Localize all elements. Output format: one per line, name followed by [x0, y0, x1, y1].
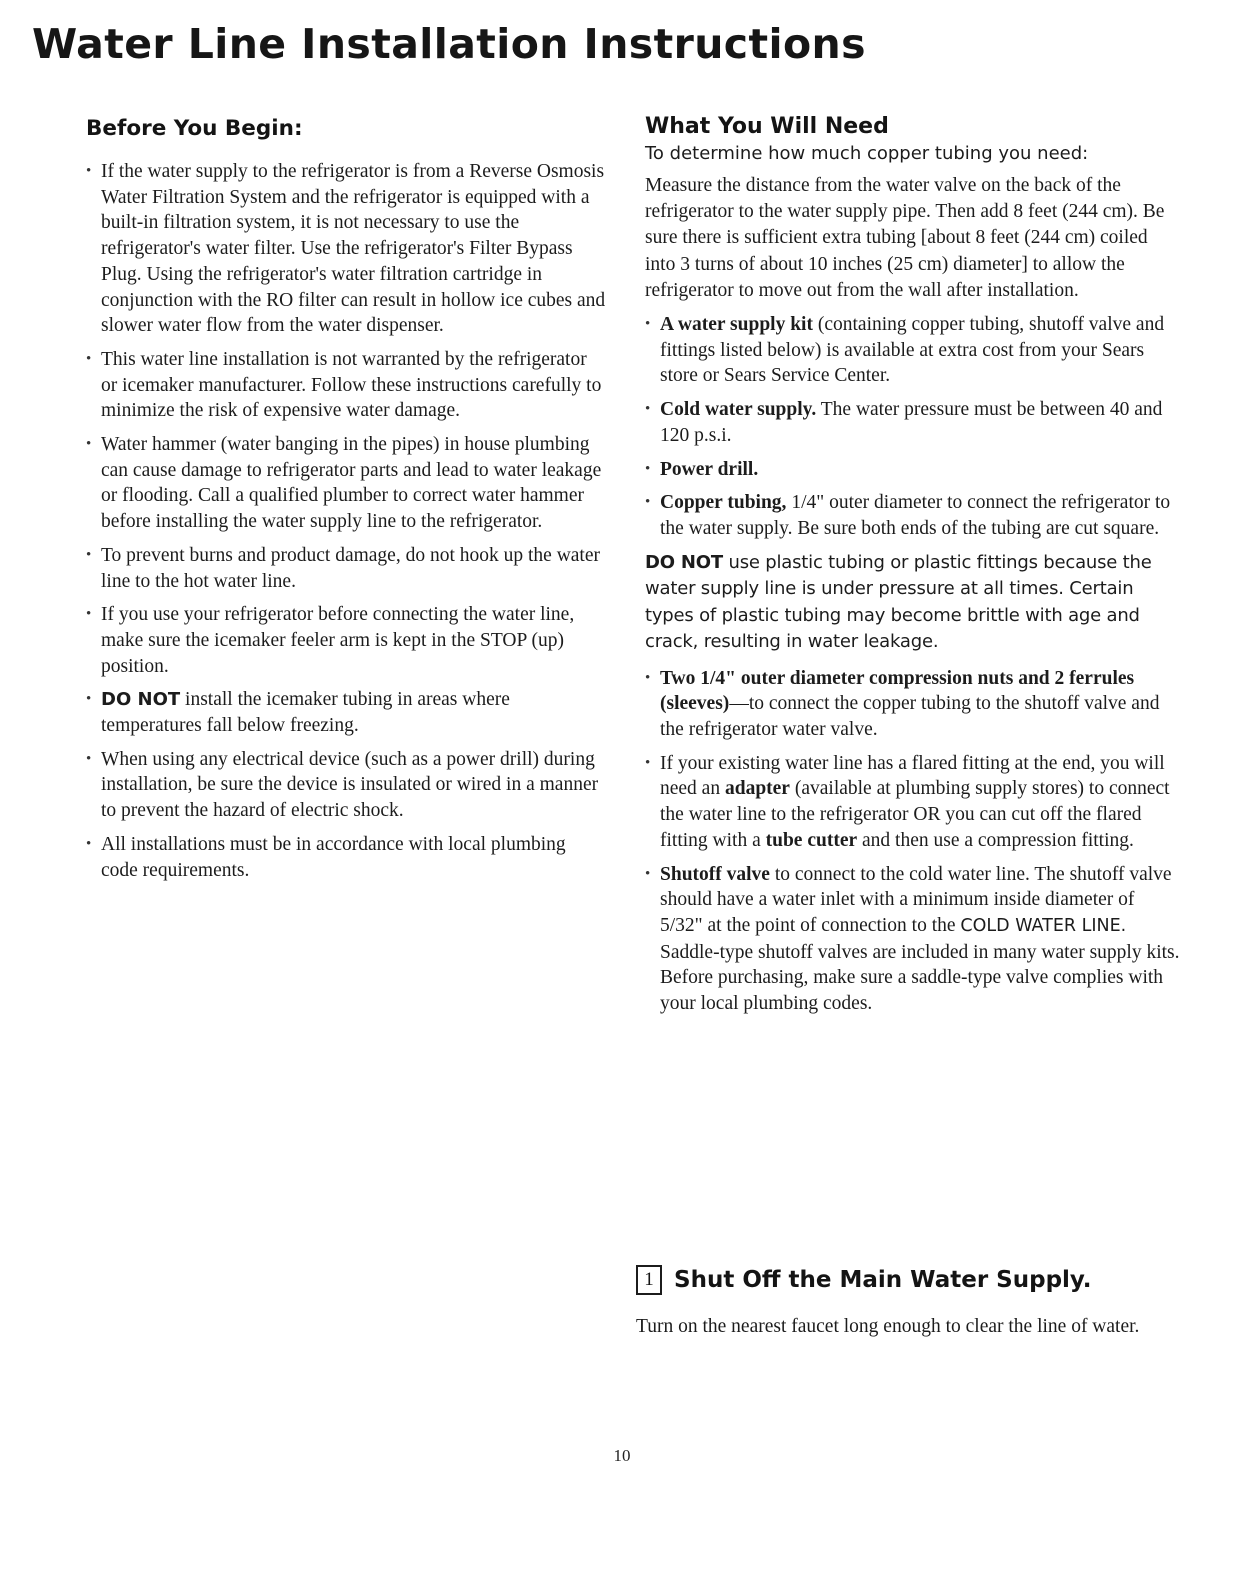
list-item: • DO NOT install the icemaker tubing in areas where temperatures fall below freezing.	[86, 687, 606, 738]
measure-paragraph: Measure the distance from the water valve on the back of the refrigerator to the water supply pipe. Then add 8 feet (244 cm). Be sure there is sufficient extra tubing [about 8 feet (244 cm) coiled into 3 turns of about 10 inches (25 cm) diameter] to allow the refrigerator to move out from the wall after installation.	[645, 175, 1165, 301]
list-item: • Cold water supply. The water pressure must be between 40 and 120 p.s.i.	[645, 397, 1180, 448]
page-number: 10	[613, 1446, 631, 1465]
do-not-label: DO NOT	[101, 689, 181, 711]
before-you-begin-list	[86, 159, 606, 883]
list-item: • Shutoff valve to connect to the cold water line. The shutoff valve should have a water inlet with a minimum inside diameter of 5/32" at the point of connection to the COLD WATER LINE. Saddle-type shutoff valves are included in many water supply kits. Before purchasing, make sure a saddle-type valve complies with your local plumbing codes.	[645, 862, 1180, 1017]
list-item: • If the water supply to the refrigerator is from a Reverse Osmosis Water Filtration System and the refrigerator is equipped with a built-in filtration system, it is not necessary to use the refrigerator's water filter. Use the refrigerator's Filter Bypass Plug. Using the refrigerator's water filtration cartridge in conjunction with the RO filter can result in hollow ice cubes and slower water flow from the water dispenser.	[86, 159, 606, 339]
list-item: • Two 1/4" outer diameter compression nuts and 2 ferrules (sleeves)—to connect the copper tubing to the shutoff valve and the refrigerator water valve.	[645, 666, 1180, 743]
list-item: • This water line installation is not warranted by the refrigerator or icemaker manufacturer. Follow these instructions carefully to minimize the risk of expensive water damage.	[86, 347, 606, 424]
list-item: • Water hammer (water banging in the pipes) in house plumbing can cause damage to refrigerator parts and lead to water leakage or flooding. Call a qualified plumber to correct water hammer before installing the water supply line to the refrigerator.	[86, 432, 606, 535]
before-you-begin-section	[86, 108, 606, 891]
list-item: • Copper tubing, 1/4" outer diameter to connect the refrigerator to the water supply. Be sure both ends of the tubing are cut square.	[645, 490, 1180, 541]
list-item: • When using any electrical device (such as a power drill) during installation, be sure the device is insulated or wired in a manner to prevent the hazard of electric shock.	[86, 747, 606, 824]
do-not-label: DO NOT	[645, 551, 723, 573]
list-item: • To prevent burns and product damage, do not hook up the water line to the hot water line.	[86, 543, 606, 594]
page-title: Water Line Installation Instructions	[32, 20, 866, 68]
needed-items-list	[645, 312, 1180, 542]
list-item: • All installations must be in accordance with local plumbing code requirements.	[86, 832, 606, 883]
list-item: • If your existing water line has a flared fitting at the end, you will need an adapter (available at plumbing supply stores) to connect the water line to the refrigerator OR you can cut off the flared fitting with a tube cutter and then use a compression fitting.	[645, 751, 1180, 854]
plastic-tubing-warning: DO NOT use plastic tubing or plastic fittings because the water supply line is under pressure at all times. Certain types of plastic tubing may become brittle with age and crack, resulting in water leakage.	[645, 551, 1152, 653]
before-you-begin-heading: Before You Begin:	[86, 116, 303, 141]
needed-items-list-2	[645, 666, 1180, 1017]
step-number-box: 1	[636, 1265, 662, 1295]
step-1-text: Turn on the nearest faucet long enough to clear the line of water.	[636, 1316, 1140, 1337]
step-1-title: Shut Off the Main Water Supply.	[674, 1267, 1092, 1293]
what-you-will-need-heading: What You Will Need	[645, 114, 889, 139]
what-you-will-need-section	[645, 108, 1180, 1025]
list-item: • If you use your refrigerator before connecting the water line, make sure the icemaker feeler arm is kept in the STOP (up) position.	[86, 602, 606, 679]
list-item: • A water supply kit (containing copper tubing, shutoff valve and fittings listed below) is available at extra cost from your Sears store or Sears Service Center.	[645, 312, 1180, 389]
list-item: • Power drill.	[645, 457, 1180, 483]
step-1-heading	[636, 1265, 1185, 1295]
copper-tubing-intro: To determine how much copper tubing you need:	[645, 143, 1089, 164]
step-1-section	[636, 1265, 1185, 1340]
